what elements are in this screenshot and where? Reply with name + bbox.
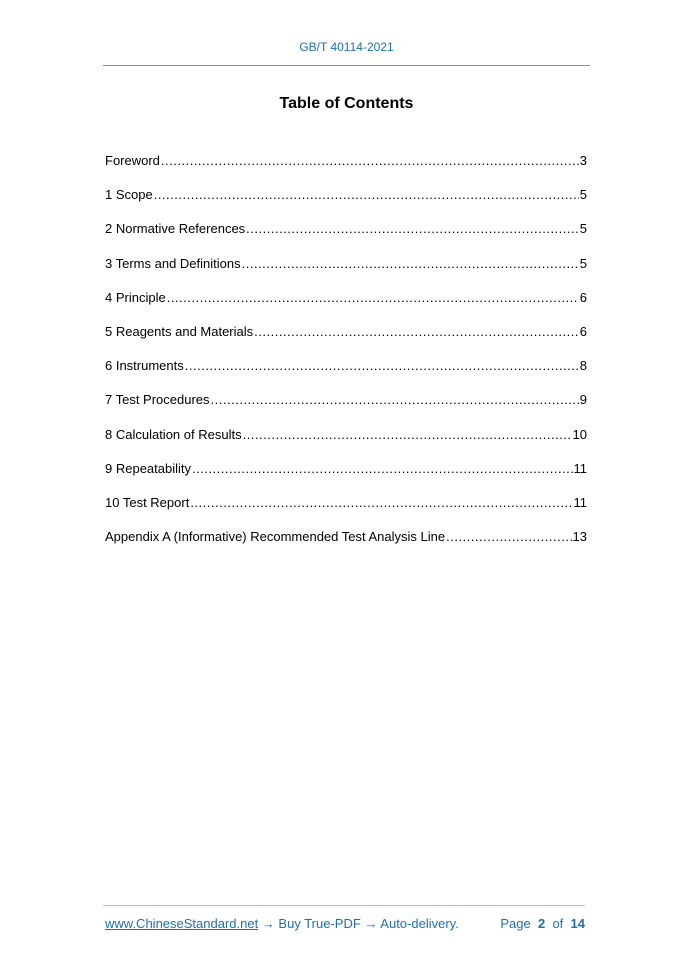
toc-dot-leader <box>242 255 579 273</box>
toc-entry-page: 8 <box>579 358 587 374</box>
toc-entry-page: 10 <box>572 426 587 442</box>
toc-entry-scope[interactable] <box>105 186 587 220</box>
page-title: Table of Contents <box>279 95 414 112</box>
toc-entry-calculation-results[interactable] <box>105 426 587 460</box>
toc-entry-label: 1 Scope <box>105 187 153 203</box>
toc-entry-repeatability[interactable] <box>105 460 587 494</box>
footer-current-page: 2 <box>537 916 546 931</box>
toc-entry-page: 5 <box>579 255 587 271</box>
toc-dot-leader <box>154 186 579 204</box>
toc-entry-label: 4 Principle <box>105 289 166 305</box>
footer-promo <box>105 916 459 931</box>
footer-page-indicator <box>500 916 585 931</box>
toc-entry-label: 5 Reagents and Materials <box>105 323 254 339</box>
toc-entry-page: 3 <box>579 153 587 168</box>
toc-dot-leader <box>211 391 579 409</box>
toc-entry-label: 6 Instruments <box>105 358 184 374</box>
toc-entry-principle[interactable] <box>105 289 587 323</box>
toc-entry-appendix-a[interactable] <box>105 528 587 562</box>
toc-entry-normative-references[interactable] <box>105 220 587 254</box>
toc-dot-leader <box>243 426 572 444</box>
toc-dot-leader <box>167 289 579 307</box>
page-footer <box>105 916 585 931</box>
toc-entry-page: 5 <box>579 221 587 237</box>
toc-entry-label: 2 Normative References <box>105 221 246 237</box>
toc-dot-leader <box>254 323 579 341</box>
toc-entry-label: 8 Calculation of Results <box>105 426 242 442</box>
toc-entry-label: 9 Repeatability <box>105 460 191 476</box>
toc-entry-test-procedures[interactable] <box>105 391 587 425</box>
footer-promo-text: → Buy True-PDF → Auto-delivery. <box>258 916 459 931</box>
toc-entry-terms-definitions[interactable] <box>105 255 587 289</box>
toc-entry-page: 11 <box>573 460 587 476</box>
toc-entry-label: Appendix A (Informative) Recommended Test Analysis Line <box>105 529 446 545</box>
toc-entry-foreword[interactable] <box>105 152 587 186</box>
footer-of-word: of <box>552 916 564 931</box>
toc-dot-leader <box>190 494 572 512</box>
footer-divider <box>103 905 585 906</box>
toc-entry-label: 7 Test Procedures <box>105 392 210 408</box>
footer-page-word: Page <box>500 916 531 931</box>
footer-total-pages: 14 <box>570 916 585 931</box>
toc-entry-page: 11 <box>573 494 587 510</box>
footer-site-link[interactable]: www.ChineseStandard.net <box>105 916 259 931</box>
toc-entry-page: 6 <box>579 323 587 339</box>
toc-entry-page: 6 <box>579 289 587 305</box>
toc-entry-page: 13 <box>572 529 587 545</box>
toc-entry-page: 9 <box>579 392 587 408</box>
header-doc-code: GB/T 40114-2021 <box>299 40 394 54</box>
toc-entry-reagents-materials[interactable] <box>105 323 587 357</box>
table-of-contents <box>105 152 587 562</box>
toc-entry-label: 10 Test Report <box>105 494 190 510</box>
toc-dot-leader <box>246 220 579 238</box>
header-divider <box>103 65 590 66</box>
toc-entry-label: 3 Terms and Definitions <box>105 255 241 271</box>
toc-entry-instruments[interactable] <box>105 357 587 391</box>
toc-dot-leader <box>192 460 573 478</box>
toc-entry-page: 5 <box>579 187 587 203</box>
toc-entry-test-report[interactable] <box>105 494 587 528</box>
toc-dot-leader <box>446 528 571 546</box>
toc-dot-leader <box>161 152 579 170</box>
toc-entry-label: Foreword <box>105 153 160 168</box>
toc-dot-leader <box>185 357 579 375</box>
